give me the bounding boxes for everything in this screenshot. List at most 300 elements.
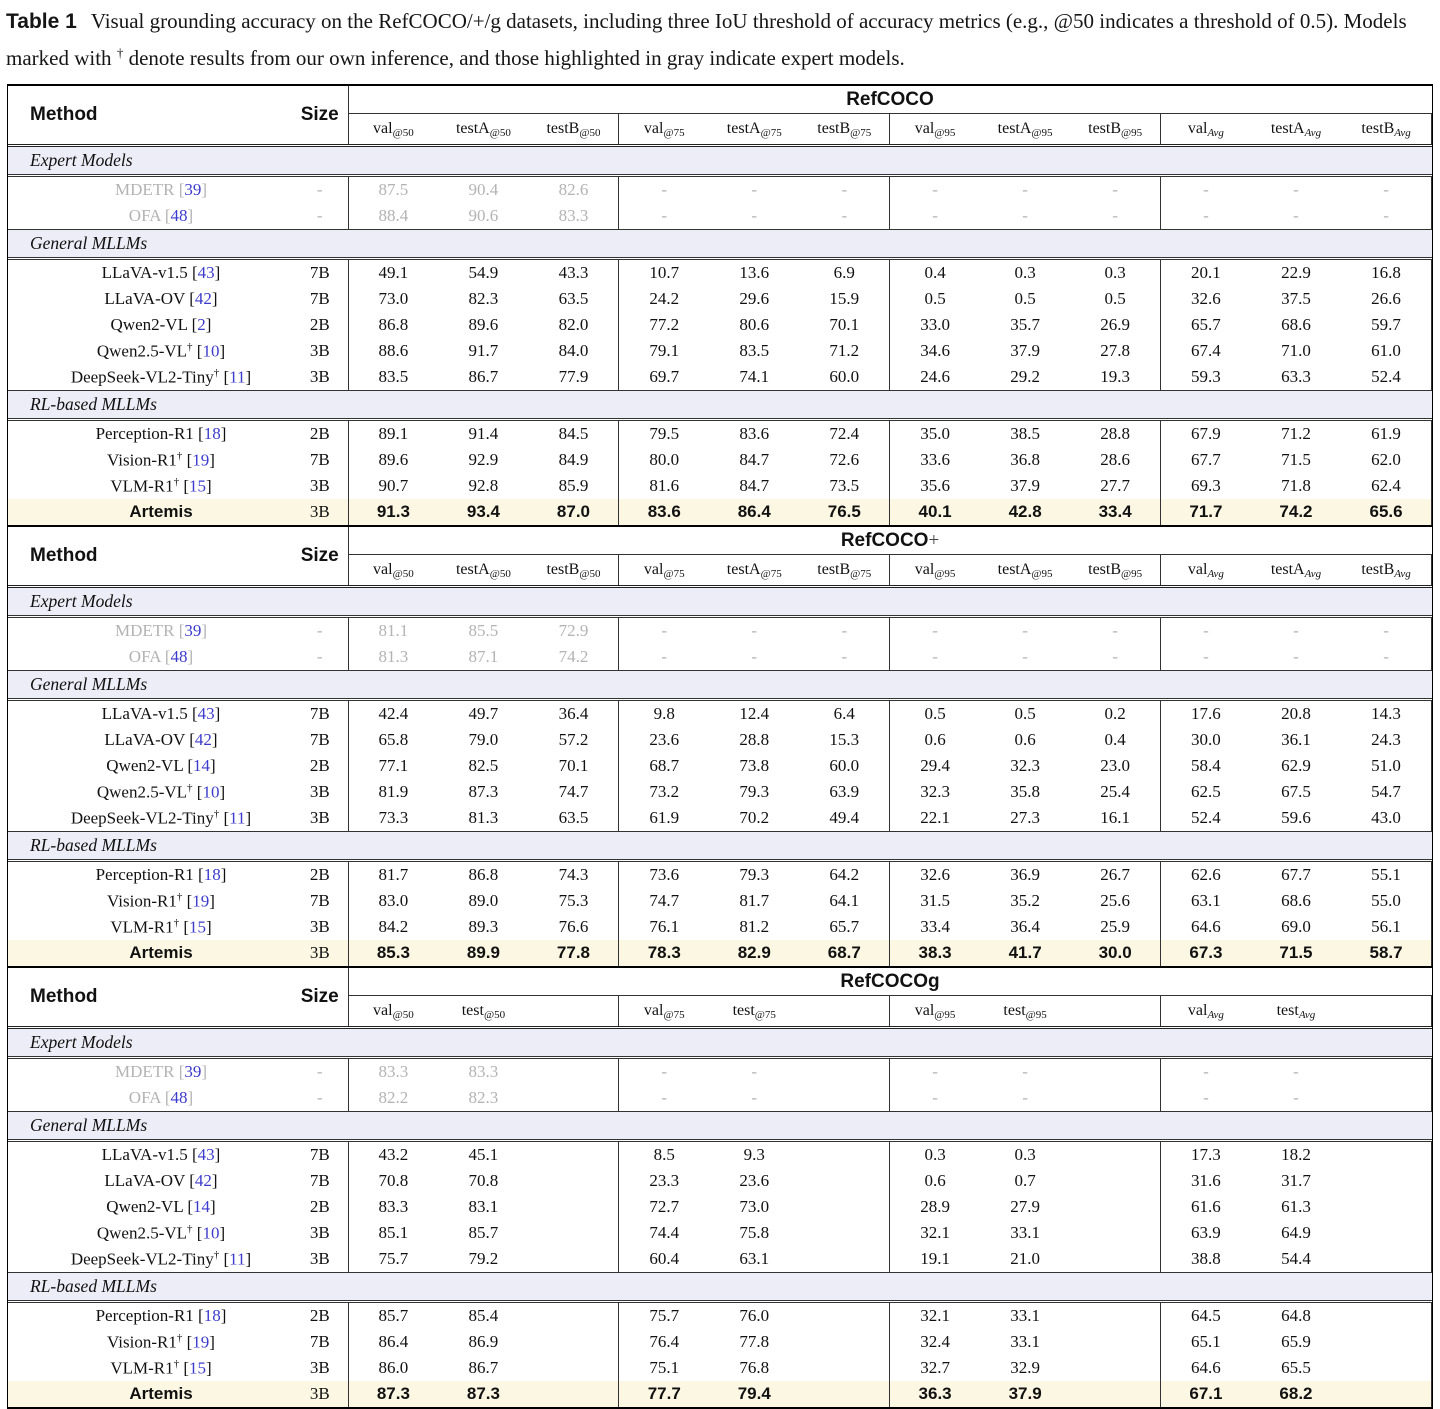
metric-name: val (373, 560, 393, 578)
value-cell: 73.0 (739, 1197, 770, 1216)
citation-link[interactable]: 10 (202, 1223, 220, 1243)
value-cell (1070, 1141, 1160, 1169)
metric-column-header (348, 555, 438, 587)
value-cell: 42.8 (980, 499, 1070, 525)
citation-link[interactable]: 39 (184, 621, 202, 640)
citation-link[interactable]: 48 (170, 206, 188, 225)
value-cell: 32.6 (1191, 289, 1221, 308)
value-cell: - (1203, 1062, 1209, 1081)
value-cell: - (1070, 203, 1160, 230)
value-cell: 36.4 (1010, 917, 1040, 936)
value-cell: 23.3 (649, 1171, 680, 1190)
value-cell: 91.3 (348, 499, 438, 525)
value-cell: 14.3 (1341, 700, 1431, 728)
value-cell: 68.7 (649, 756, 680, 775)
value-cell: 85.7 (378, 1306, 409, 1325)
value-cell: 79.5 (649, 424, 680, 443)
metric-column-header (438, 996, 528, 1028)
value-cell (1070, 1329, 1160, 1355)
section-label: Expert Models (8, 587, 1432, 617)
size-cell: 3B (292, 1220, 348, 1246)
value-cell: 74.7 (649, 891, 680, 910)
value-cell: 38.5 (1010, 424, 1040, 443)
value-cell: 37.9 (1010, 341, 1040, 360)
metric-name: val (373, 119, 393, 137)
value-cell: 9.3 (743, 1145, 765, 1164)
value-cell (529, 1058, 619, 1086)
value-cell: 0.2 (1070, 700, 1160, 728)
value-cell: 71.5 (1281, 450, 1311, 469)
table-row (8, 1381, 1432, 1407)
size-cell: 7B (292, 1329, 348, 1355)
value-cell: 85.1 (378, 1223, 409, 1242)
value-cell (1341, 1381, 1431, 1407)
value-cell: 88.6 (378, 341, 409, 360)
metric-name: val (643, 1001, 664, 1019)
value-cell: 71.7 (1161, 499, 1251, 525)
metric-name: test (461, 1001, 484, 1019)
value-cell: 82.3 (468, 1088, 499, 1107)
value-cell: 65.9 (1281, 1332, 1311, 1351)
value-cell: 36.1 (1281, 730, 1311, 749)
value-cell: - (661, 206, 668, 225)
value-cell: - (932, 1088, 938, 1107)
value-cell: 87.3 (348, 1381, 438, 1407)
value-cell: - (799, 617, 889, 645)
value-cell: 70.1 (529, 753, 619, 779)
dagger-icon: † (176, 1331, 183, 1344)
value-cell: 72.6 (799, 447, 889, 473)
value-cell: - (1203, 1088, 1209, 1107)
table-caption-label: Table 1 (6, 10, 77, 33)
value-cell (799, 1058, 889, 1086)
value-cell: 70.1 (799, 312, 889, 338)
value-cell: 86.7 (468, 367, 499, 386)
value-cell: 40.1 (890, 499, 980, 525)
citation-link[interactable]: 15 (189, 476, 207, 496)
size-cell: 3B (292, 473, 348, 499)
value-cell: - (1341, 644, 1431, 671)
citation-link[interactable]: 42 (194, 289, 212, 308)
value-cell: 72.9 (529, 617, 619, 645)
value-cell: 76.4 (649, 1332, 680, 1351)
metric-name: val (643, 560, 664, 578)
value-cell: 0.6 (924, 1171, 946, 1190)
value-cell: 43.2 (378, 1145, 409, 1164)
table-row (8, 203, 1432, 230)
metric-name: test (732, 1001, 755, 1019)
citation-link[interactable]: 10 (202, 341, 220, 361)
method-name: OFA (128, 1088, 161, 1107)
value-cell: - (1341, 617, 1431, 645)
method-cell: OFA [48] (128, 206, 194, 225)
size-cell: 7B (292, 1168, 348, 1194)
method-cell: Perception-R1 [18] (95, 424, 227, 443)
dagger-icon: † (187, 340, 193, 353)
value-cell: - (1293, 1088, 1299, 1107)
value-cell (529, 1355, 619, 1381)
size-cell: - (292, 644, 348, 671)
value-cell (529, 1168, 619, 1194)
value-cell: 86.8 (378, 315, 409, 334)
value-cell: - (1203, 621, 1209, 640)
value-cell: 60.0 (799, 364, 889, 391)
dataset-name-suffix: + (928, 529, 940, 551)
value-cell: 25.9 (1070, 914, 1160, 940)
value-cell: 37.9 (980, 1381, 1070, 1407)
metric-threshold: Avg (1207, 567, 1224, 580)
table-row (8, 644, 1432, 671)
value-cell: 87.3 (468, 782, 499, 801)
table-row (8, 420, 1432, 448)
value-cell (1070, 1085, 1160, 1112)
section-band (8, 1028, 1432, 1058)
value-cell: 83.0 (378, 891, 409, 910)
method-name: LLaVA-OV (104, 289, 185, 308)
metric-name: val (1187, 119, 1208, 137)
value-cell: 37.5 (1281, 289, 1311, 308)
value-cell: 62.6 (1191, 865, 1221, 884)
value-cell: 62.9 (1281, 756, 1311, 775)
citation-link[interactable]: 10 (202, 782, 220, 802)
metric-column-header (1251, 996, 1341, 1028)
value-cell: 52.4 (1191, 808, 1221, 827)
value-cell (529, 1141, 619, 1169)
value-cell: - (661, 180, 668, 199)
value-cell: 81.3 (378, 647, 409, 666)
value-cell: 54.7 (1341, 779, 1431, 805)
value-cell: 67.7 (1191, 450, 1221, 469)
value-cell: 71.5 (1251, 940, 1341, 966)
value-cell: 89.0 (468, 891, 499, 910)
value-cell: 89.9 (438, 940, 528, 966)
metric-column-header (799, 996, 889, 1028)
value-cell: 49.4 (799, 805, 889, 832)
method-cell: Qwen2-VL [14] (106, 756, 216, 775)
size-cell: 2B (292, 1194, 348, 1220)
table-row (8, 447, 1432, 473)
size-cell: - (292, 1058, 348, 1086)
metric-name: val (914, 1001, 935, 1019)
table-row (8, 617, 1432, 645)
method-cell: LLaVA-OV [42] (104, 730, 218, 749)
value-cell: 64.6 (1191, 1358, 1221, 1377)
citation-link[interactable]: 43 (197, 1145, 215, 1164)
value-cell: 67.5 (1281, 782, 1311, 801)
value-cell: - (932, 621, 938, 640)
value-cell: 32.9 (1010, 1358, 1040, 1377)
method-cell: Qwen2.5-VL† [10] (96, 340, 226, 361)
metric-column-header (1161, 114, 1251, 146)
metric-threshold: @75 (663, 567, 685, 580)
metric-column-header (1251, 114, 1341, 146)
method-name: Perception-R1 (95, 1306, 194, 1325)
value-cell (1070, 1246, 1160, 1273)
value-cell: 27.9 (1010, 1197, 1040, 1216)
method-cell: MDETR [39] (114, 621, 208, 640)
value-cell: 65.8 (378, 730, 409, 749)
dagger-icon: † (173, 1357, 180, 1370)
citation-link[interactable]: 2 (197, 315, 206, 334)
metric-column-header (619, 114, 709, 146)
value-cell: 90.4 (468, 180, 499, 199)
value-cell: 36.9 (1010, 865, 1040, 884)
value-cell: 63.9 (799, 779, 889, 805)
citation-link[interactable]: 15 (189, 1358, 207, 1378)
value-cell: 36.3 (890, 1381, 980, 1407)
dagger-icon: † (176, 449, 183, 462)
value-cell: 63.5 (529, 286, 619, 312)
value-cell (529, 1302, 619, 1330)
value-cell: 81.7 (739, 891, 770, 910)
metric-column-header (619, 555, 709, 587)
value-cell: - (661, 1062, 668, 1081)
metric-threshold: @95 (1121, 126, 1143, 139)
value-cell: 64.1 (799, 888, 889, 914)
value-cell: 29.6 (739, 289, 770, 308)
citation-link[interactable]: 14 (193, 756, 211, 775)
citation-link[interactable]: 11 (229, 367, 246, 387)
metric-column-header (348, 996, 438, 1028)
value-cell: 36.4 (529, 700, 619, 728)
citation-link[interactable]: 39 (184, 1062, 202, 1081)
dagger-icon: † (187, 781, 193, 794)
value-cell: 86.9 (468, 1332, 499, 1351)
value-cell: 64.9 (1281, 1223, 1311, 1242)
size-cell: - (292, 176, 348, 204)
value-cell: 74.3 (529, 861, 619, 889)
section-label: RL-based MLLMs (8, 832, 1432, 861)
citation-link[interactable]: 42 (194, 1171, 212, 1190)
value-cell: 75.1 (649, 1358, 680, 1377)
value-cell: 73.8 (739, 756, 770, 775)
value-cell: - (1203, 180, 1209, 199)
metric-threshold: @95 (934, 567, 956, 580)
size-cell: 7B (292, 447, 348, 473)
size-cell: 7B (292, 286, 348, 312)
method-cell: Vision-R1† [19] (107, 1331, 215, 1352)
value-cell: 63.5 (529, 805, 619, 832)
value-cell: 91.7 (468, 341, 499, 360)
value-cell (1341, 1246, 1431, 1273)
metric-name: val (643, 119, 664, 137)
value-cell: 83.3 (378, 1062, 409, 1081)
citation-link[interactable]: 42 (194, 730, 212, 749)
method-cell: Qwen2-VL [14] (106, 1197, 216, 1216)
value-cell: - (1022, 647, 1028, 666)
size-cell: 3B (292, 914, 348, 940)
metric-threshold: Avg (1304, 126, 1322, 139)
value-cell: 55.0 (1341, 888, 1431, 914)
value-cell: 63.3 (1281, 367, 1311, 386)
value-cell: 59.6 (1281, 808, 1311, 827)
value-cell: 82.0 (529, 312, 619, 338)
metric-threshold: @75 (754, 1008, 776, 1021)
value-cell (799, 1085, 889, 1112)
table-row (8, 473, 1432, 499)
value-cell: 27.3 (1010, 808, 1040, 827)
citation-link[interactable]: 15 (189, 917, 207, 937)
value-cell: 58.7 (1341, 940, 1431, 966)
method-name: Artemis (129, 502, 193, 521)
value-cell: 87.3 (438, 1381, 528, 1407)
value-cell: 0.3 (924, 1145, 946, 1164)
metric-name: test (1003, 1001, 1026, 1019)
citation-link[interactable]: 14 (193, 1197, 211, 1216)
citation-link[interactable]: 48 (170, 1088, 188, 1107)
value-cell: 75.7 (378, 1249, 409, 1268)
value-cell: 16.8 (1341, 259, 1431, 287)
value-cell: 67.4 (1191, 341, 1221, 360)
value-cell (799, 1220, 889, 1246)
value-cell: 83.3 (468, 1062, 499, 1081)
value-cell: 85.5 (468, 621, 499, 640)
value-cell: 74.7 (529, 779, 619, 805)
section-band (8, 1112, 1432, 1141)
value-cell: 26.9 (1070, 312, 1160, 338)
citation-link[interactable]: 19 (192, 450, 210, 470)
metric-column-header (980, 555, 1070, 587)
metric-threshold: @50 (579, 126, 601, 139)
citation-link[interactable]: 48 (170, 647, 188, 666)
metric-threshold: @75 (760, 126, 782, 139)
method-cell: DeepSeek-VL2-Tiny† [11] (70, 807, 252, 828)
value-cell: 71.2 (1281, 424, 1311, 443)
value-cell: 89.1 (378, 424, 409, 443)
value-cell: 76.1 (649, 917, 680, 936)
value-cell: 81.9 (378, 782, 409, 801)
method-column-header: Method (8, 86, 292, 146)
value-cell: 42.4 (378, 704, 409, 723)
value-cell: 77.1 (378, 756, 409, 775)
value-cell: 89.3 (468, 917, 499, 936)
value-cell: 8.5 (653, 1145, 675, 1164)
value-cell (1341, 1058, 1431, 1086)
value-cell: 13.6 (739, 263, 770, 282)
size-cell: 3B (292, 805, 348, 832)
metric-name: testA (455, 119, 490, 137)
section-band (8, 671, 1432, 700)
metric-column-header (619, 996, 709, 1028)
value-cell: 43.3 (529, 259, 619, 287)
size-cell: 3B (292, 499, 348, 525)
metric-threshold: @50 (579, 567, 601, 580)
table-row (8, 1220, 1432, 1246)
table-row (8, 364, 1432, 391)
value-cell: 28.8 (739, 730, 770, 749)
value-cell: 78.3 (619, 940, 709, 966)
citation-link[interactable]: 18 (203, 424, 221, 443)
method-name: LLaVA-v1.5 (101, 1145, 188, 1164)
value-cell (1070, 1220, 1160, 1246)
value-cell: 25.4 (1070, 779, 1160, 805)
size-cell: - (292, 203, 348, 230)
citation-link[interactable]: 18 (203, 865, 221, 884)
value-cell: 6.9 (799, 259, 889, 287)
value-cell: 79.3 (739, 865, 770, 884)
value-cell: 64.5 (1191, 1306, 1221, 1325)
method-name: VLM-R1 (110, 476, 174, 496)
citation-link[interactable]: 43 (197, 704, 215, 723)
metric-column-header (709, 114, 799, 146)
value-cell: - (1070, 644, 1160, 671)
citation-link[interactable]: 39 (184, 180, 202, 199)
value-cell (529, 1220, 619, 1246)
value-cell: 86.8 (468, 865, 499, 884)
value-cell: 61.9 (649, 808, 680, 827)
value-cell: 58.4 (1191, 756, 1221, 775)
method-name: Perception-R1 (95, 424, 194, 443)
value-cell: 77.2 (649, 315, 680, 334)
value-cell: 90.6 (468, 206, 499, 225)
metric-column-header (1070, 996, 1160, 1028)
table-row (8, 1246, 1432, 1273)
metric-threshold: @50 (392, 567, 414, 580)
metric-name: testB (1361, 560, 1395, 578)
citation-link[interactable]: 19 (192, 891, 210, 911)
table-row (8, 727, 1432, 753)
metric-name: val (1187, 1001, 1208, 1019)
method-cell: Perception-R1 [18] (95, 1306, 227, 1325)
metric-threshold: @95 (1025, 1008, 1047, 1021)
value-cell: 15.3 (799, 727, 889, 753)
metric-name: val (373, 1001, 393, 1019)
citation-link[interactable]: 43 (197, 263, 215, 282)
value-cell: 23.6 (649, 730, 680, 749)
citation-link[interactable]: 19 (192, 1332, 210, 1352)
citation-link[interactable]: 11 (229, 1249, 246, 1269)
value-cell: 33.4 (1070, 499, 1160, 525)
value-cell: 0.6 (924, 730, 946, 749)
value-cell: 35.6 (920, 476, 950, 495)
metric-threshold: @75 (850, 126, 872, 139)
value-cell (799, 1168, 889, 1194)
value-cell: 89.6 (468, 315, 499, 334)
value-cell: 64.8 (1281, 1306, 1311, 1325)
size-cell: 7B (292, 727, 348, 753)
value-cell: 77.7 (619, 1381, 709, 1407)
metric-threshold: @50 (489, 567, 511, 580)
value-cell: 92.8 (468, 476, 499, 495)
value-cell: 64.2 (799, 861, 889, 889)
size-cell: 3B (292, 364, 348, 391)
value-cell: 82.2 (378, 1088, 409, 1107)
dagger-icon: † (173, 475, 180, 488)
size-cell: 3B (292, 338, 348, 364)
citation-link[interactable]: 11 (229, 808, 246, 828)
value-cell: 77.9 (529, 364, 619, 391)
value-cell: 76.6 (529, 914, 619, 940)
method-cell: OFA [48] (128, 1088, 194, 1107)
value-cell: 31.5 (920, 891, 950, 910)
value-cell: 49.7 (468, 704, 499, 723)
value-cell: 35.2 (1010, 891, 1040, 910)
value-cell: 26.7 (1070, 861, 1160, 889)
citation-link[interactable]: 18 (203, 1306, 221, 1325)
value-cell: 0.3 (1070, 259, 1160, 287)
table-row (8, 286, 1432, 312)
value-cell: 33.1 (1010, 1223, 1040, 1242)
value-cell: - (1293, 206, 1299, 225)
value-cell: 86.7 (468, 1358, 499, 1377)
value-cell: 80.6 (739, 315, 770, 334)
method-cell: LLaVA-OV [42] (104, 289, 218, 308)
metric-threshold: Avg (1207, 1008, 1224, 1021)
value-cell: 33.1 (1010, 1332, 1040, 1351)
value-cell (799, 1194, 889, 1220)
results-table-refcocog (8, 966, 1432, 1407)
value-cell: 67.9 (1191, 424, 1221, 443)
